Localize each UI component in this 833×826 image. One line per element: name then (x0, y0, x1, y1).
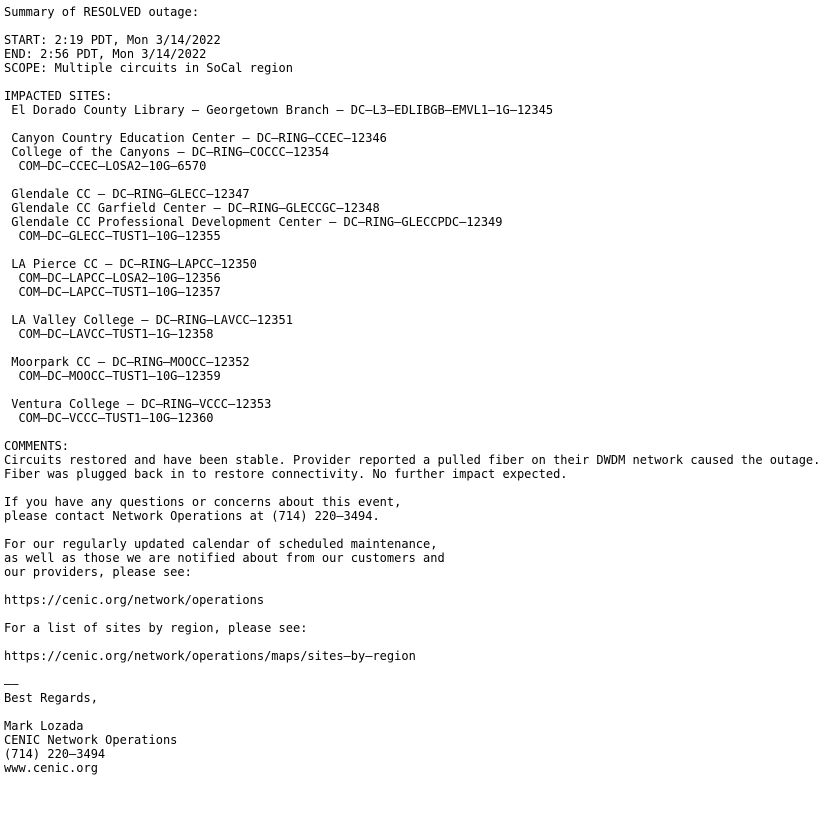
text-line: If you have any questions or concerns about this event, (4, 495, 402, 509)
text-line: COM–DC–LAPCC–TUST1–10G–12357 (4, 285, 221, 299)
text-line: please contact Network Operations at (714) 220–3494. (4, 509, 380, 523)
text-line: Summary of RESOLVED outage: (4, 5, 200, 19)
text-line: LA Valley College – DC–RING–LAVCC–12351 (4, 313, 293, 327)
text-line: SCOPE: Multiple circuits in SoCal region (4, 61, 293, 75)
text-line: For a list of sites by region, please see: (4, 621, 308, 635)
contact-info (4, 495, 829, 523)
text-line: COM–DC–VCCC–TUST1–10G–12360 (4, 411, 214, 425)
text-line: Fiber was plugged back in to restore connectivity. No further impact expected. (4, 467, 568, 481)
signature-delimiter (4, 677, 829, 705)
outage-window (4, 33, 829, 75)
text-line: COM–DC–LAPCC–LOSA2–10G–12356 (4, 271, 221, 285)
text-line: Glendale CC Garfield Center – DC–RING–GLECCGC–12348 (4, 201, 380, 215)
text-line: –– (4, 677, 19, 691)
text-line: COM–DC–CCEC–LOSA2–10G–6570 (4, 159, 207, 173)
text-line: El Dorado County Library – Georgetown Branch – DC–L3–EDLIBGB–EMVL1–1G–12345 (4, 103, 554, 117)
comments (4, 439, 829, 481)
text-line: COM–DC–MOOCC–TUST1–10G–12359 (4, 369, 221, 383)
text-line: College of the Canyons – DC–RING–COCCC–12354 (4, 145, 330, 159)
text-line: Best Regards, (4, 691, 98, 705)
url-line[interactable]: https://cenic.org/network/operations (4, 593, 265, 607)
text-line: (714) 220–3494 (4, 747, 106, 761)
text-line: Mark Lozada (4, 719, 84, 733)
operations-url (4, 593, 829, 607)
text-line: COM–DC–GLECC–TUST1–10G–12355 (4, 229, 221, 243)
impacted-sites-header (4, 89, 829, 117)
text-line: For our regularly updated calendar of scheduled maintenance, (4, 537, 438, 551)
text-line: Glendale CC – DC–RING–GLECC–12347 (4, 187, 250, 201)
url-line[interactable]: https://cenic.org/network/operations/maps/sites–by–region (4, 649, 416, 663)
site-group-glendale (4, 187, 829, 243)
text-line: COMMENTS: (4, 439, 70, 453)
site-group-moorpark (4, 355, 829, 383)
sites-by-region-url (4, 649, 829, 663)
site-group-la-pierce (4, 257, 829, 299)
text-line: END: 2:56 PDT, Mon 3/14/2022 (4, 47, 207, 61)
site-group-la-valley (4, 313, 829, 341)
text-line: LA Pierce CC – DC–RING–LAPCC–12350 (4, 257, 257, 271)
text-line: CENIC Network Operations (4, 733, 178, 747)
text-line: as well as those we are notified about from our customers and (4, 551, 445, 565)
text-line: Ventura College – DC–RING–VCCC–12353 (4, 397, 272, 411)
summary-heading (4, 5, 829, 19)
text-line: Moorpark CC – DC–RING–MOOCC–12352 (4, 355, 250, 369)
text-line: START: 2:19 PDT, Mon 3/14/2022 (4, 33, 221, 47)
text-line: Glendale CC Professional Development Center – DC–RING–GLECCPDC–12349 (4, 215, 503, 229)
text-line: www.cenic.org (4, 761, 98, 775)
text-line: Circuits restored and have been stable. Provider reported a pulled fiber on their DWDM network caused the outage. (4, 453, 821, 467)
maintenance-calendar-note (4, 537, 829, 579)
text-line: IMPACTED SITES: (4, 89, 113, 103)
text-line: Canyon Country Education Center – DC–RING–CCEC–12346 (4, 131, 387, 145)
text-line: COM–DC–LAVCC–TUST1–1G–12358 (4, 327, 214, 341)
signature (4, 719, 829, 775)
site-group-canyon-country (4, 131, 829, 173)
text-line: our providers, please see: (4, 565, 192, 579)
sites-by-region-note (4, 621, 829, 635)
site-group-ventura (4, 397, 829, 425)
